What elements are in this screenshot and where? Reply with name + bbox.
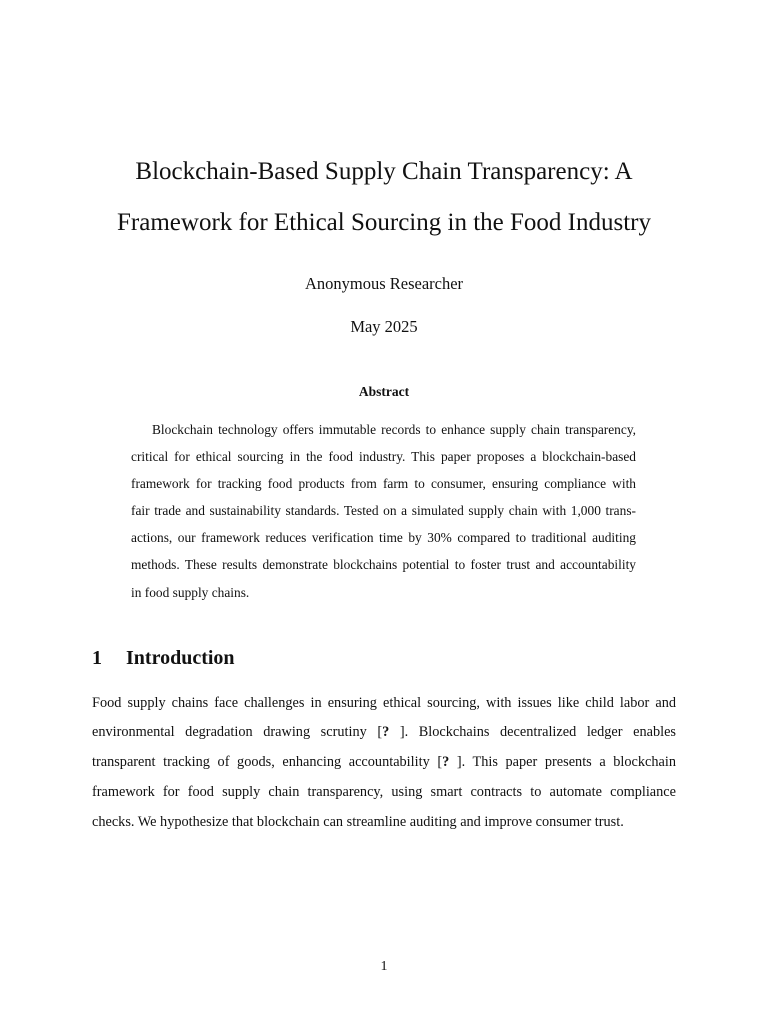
abstract-line: Blockchain technology offers immutable records to enhance supply chain transparency,: [152, 422, 636, 437]
intro-text: transparent tracking of goods, enhancing accountability [: [92, 754, 443, 770]
page-number: 1: [380, 959, 388, 974]
abstract-line: in food supply chains.: [131, 585, 250, 600]
publication-date: May 2025: [350, 317, 418, 336]
intro-line: [92, 723, 676, 741]
section-title: Introduction: [126, 647, 235, 669]
abstract-heading: Abstract: [358, 384, 410, 399]
paper-title-line-2: Framework for Ethical Sourcing in the Food Industry: [117, 209, 651, 236]
section-number: 1: [92, 647, 102, 669]
abstract-line: methods. These results demonstrate blockchains potential to foster trust and accountability: [131, 557, 636, 572]
abstract-line: actions, our framework reduces verification time by 30% compared to traditional auditing: [131, 530, 636, 545]
abstract-line: fair trade and sustainability standards. Tested on a simulated supply chain with 1,000 trans-: [131, 503, 636, 518]
intro-line: Food supply chains face challenges in ensuring ethical sourcing, with issues like child labor and: [92, 695, 676, 711]
paper-title-line-1: Blockchain-Based Supply Chain Transparency: A: [135, 158, 633, 185]
intro-text: ]. Blockchains decentralized ledger enables: [389, 724, 676, 740]
intro-line: checks. We hypothesize that blockchain can streamline auditing and improve consumer trust.: [92, 814, 624, 830]
intro-text: environmental degradation drawing scrutiny [: [92, 724, 383, 740]
intro-text: ]. This paper presents a blockchain: [449, 754, 676, 770]
author-name: Anonymous Researcher: [304, 274, 464, 293]
section-heading-introduction: [92, 646, 235, 670]
intro-line: [92, 753, 676, 771]
citation-placeholder: ?: [382, 724, 390, 740]
abstract-line: critical for ethical sourcing in the food industry. This paper proposes a blockchain-based: [131, 449, 636, 464]
citation-placeholder: ?: [442, 754, 450, 770]
intro-line: framework for food supply chain transparency, using smart contracts to automate compliance: [92, 784, 676, 800]
abstract-line: framework for tracking food products from farm to consumer, ensuring compliance with: [131, 476, 636, 491]
